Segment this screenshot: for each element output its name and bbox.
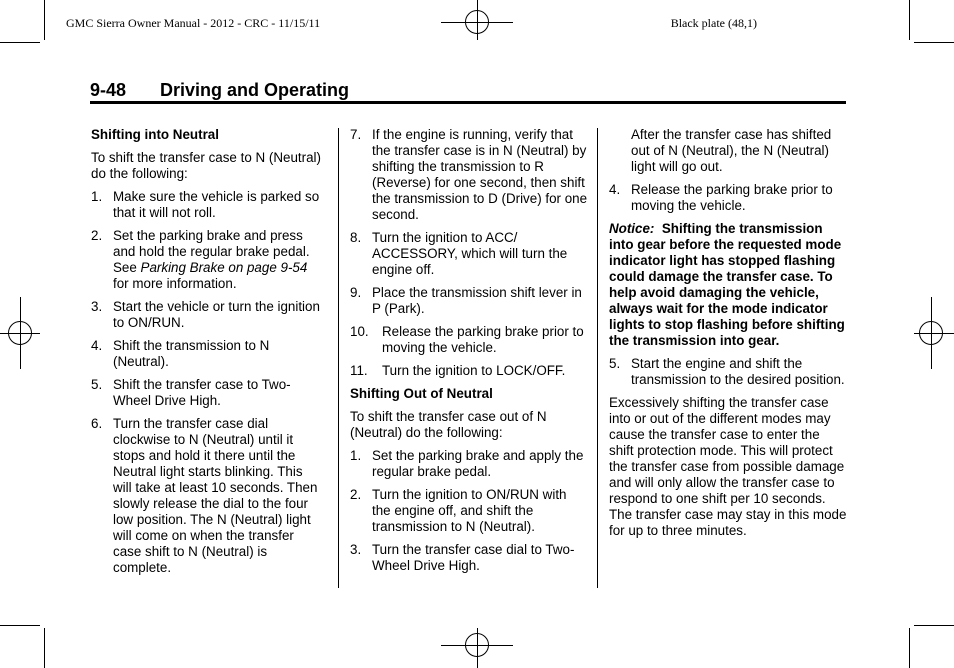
step-number: 2. — [350, 487, 362, 502]
step-number: 10. — [350, 324, 369, 339]
body-paragraph: Excessively shifting the transfer case into or out of the different modes may cause the transfer case to enter the shift protection mode. This will protect the transfer case from possible damage and will only allow the transfer case to respond to one shift per 10 seconds. The transfer case may stay in this mode for up to three minutes. — [609, 395, 847, 538]
list-item — [350, 127, 588, 223]
step-text: Turn the transfer case dial clockwise to N (Neutral) until it stops and hold it there until the Neutral light starts blinking. This will take at least 10 seconds. Then slowly release the dial to the four low position. The N (Neutral) light will come on when the transfer case shift to N (Neutral) is complete. — [113, 416, 318, 575]
list-item — [91, 228, 323, 292]
list-item — [91, 377, 323, 409]
heading-rule — [90, 101, 846, 104]
list-item — [91, 299, 323, 331]
step-text: Start the vehicle or turn the ignition to ON/RUN. — [113, 299, 320, 330]
step-text: Shift the transfer case to Two-Wheel Drive High. — [113, 377, 291, 408]
subheading: Shifting Out of Neutral — [350, 386, 493, 401]
step-text: Shift the transmission to N (Neutral). — [113, 338, 270, 369]
column-divider — [597, 128, 598, 588]
step-text: Turn the ignition to LOCK/OFF. — [382, 363, 566, 378]
step-text: Set the parking brake and apply the regular brake pedal. — [372, 448, 584, 479]
step-number: 9. — [350, 285, 362, 300]
step-number: 5. — [91, 377, 103, 392]
section-title: Driving and Operating — [160, 80, 350, 100]
column-divider — [338, 128, 339, 588]
step-number: 1. — [91, 189, 103, 204]
crop-mark — [909, 628, 910, 668]
list-item — [91, 338, 323, 370]
page-number: 9-48 — [90, 80, 127, 100]
intro-text: To shift the transfer case to N (Neutral) do the following: — [91, 150, 321, 181]
step-text-post: for more information. — [113, 276, 237, 291]
step-number: 11. — [350, 363, 368, 378]
column-3 — [609, 127, 847, 546]
step-number: 2. — [91, 228, 103, 243]
step-number: 1. — [350, 448, 362, 463]
step-number: 3. — [350, 542, 362, 557]
list-item — [350, 285, 588, 317]
list-item — [609, 356, 847, 388]
step-text: Turn the ignition to ACC/ ACCESSORY, which will turn the engine off. — [372, 230, 568, 277]
crop-mark — [44, 628, 45, 668]
page-title — [90, 80, 349, 101]
notice-text: Shifting the transmission into gear before the requested mode indicator light has stopped flashing could damage the transfer case. To help avoid damaging the vehicle, always wait for the mode indicator lights to stop flashing before shifting the transmission into gear. — [609, 221, 845, 348]
step-text: Turn the ignition to ON/RUN with the engine off, and shift the transmission to N (Neutral). — [372, 487, 567, 534]
notice-block — [609, 221, 847, 349]
step-number: 8. — [350, 230, 362, 245]
step-text: Make sure the vehicle is parked so that it will not roll. — [113, 189, 320, 220]
subheading: Shifting into Neutral — [91, 127, 219, 142]
list-item — [350, 324, 588, 356]
crop-mark — [44, 0, 45, 40]
step-text: Turn the transfer case dial to Two-Wheel Drive High. — [372, 542, 575, 573]
column-2 — [350, 127, 588, 581]
step-number: 7. — [350, 127, 362, 142]
step-text: Start the engine and shift the transmission to the desired position. — [631, 356, 845, 387]
step-text — [113, 228, 323, 292]
step-number: 3. — [91, 299, 103, 314]
crop-mark — [914, 42, 954, 43]
plate-header-left: GMC Sierra Owner Manual - 2012 - CRC - 11/15/11 — [66, 16, 321, 30]
step-text: Release the parking brake prior to moving the vehicle. — [382, 324, 584, 355]
continued-step-text: After the transfer case has shifted out of N (Neutral), the N (Neutral) light will go out. — [631, 127, 832, 174]
step-text: If the engine is running, verify that the transfer case is in N (Neutral) by shifting the transmission to R (Reverse) for one second, then shift the transmission to D (Drive) for one second. — [372, 127, 588, 222]
step-text-pre: Set the parking brake and press and hold the regular brake pedal. See — [113, 228, 310, 275]
list-item — [91, 416, 323, 576]
step-number: 4. — [91, 338, 103, 353]
crop-mark — [0, 625, 40, 626]
list-item — [350, 448, 588, 480]
intro-text: To shift the transfer case out of N (Neutral) do the following: — [350, 409, 547, 440]
step-number: 6. — [91, 416, 103, 431]
step-text: Release the parking brake prior to moving the vehicle. — [631, 182, 833, 213]
list-item — [350, 363, 588, 379]
list-item — [350, 542, 588, 574]
step-text: Place the transmission shift lever in P (Park). — [372, 285, 582, 316]
list-item — [350, 230, 588, 278]
list-item — [609, 182, 847, 214]
column-1 — [91, 127, 323, 583]
notice-label: Notice: — [609, 221, 655, 236]
crop-mark — [909, 0, 910, 40]
step-number: 4. — [609, 182, 621, 197]
crop-mark — [914, 625, 954, 626]
list-item — [350, 487, 588, 535]
crop-mark — [0, 42, 40, 43]
cross-reference-link[interactable]: Parking Brake on page 9-54 — [140, 260, 308, 275]
plate-header-right: Black plate (48,1) — [670, 16, 757, 30]
step-number: 5. — [609, 356, 621, 371]
list-item — [91, 189, 323, 221]
